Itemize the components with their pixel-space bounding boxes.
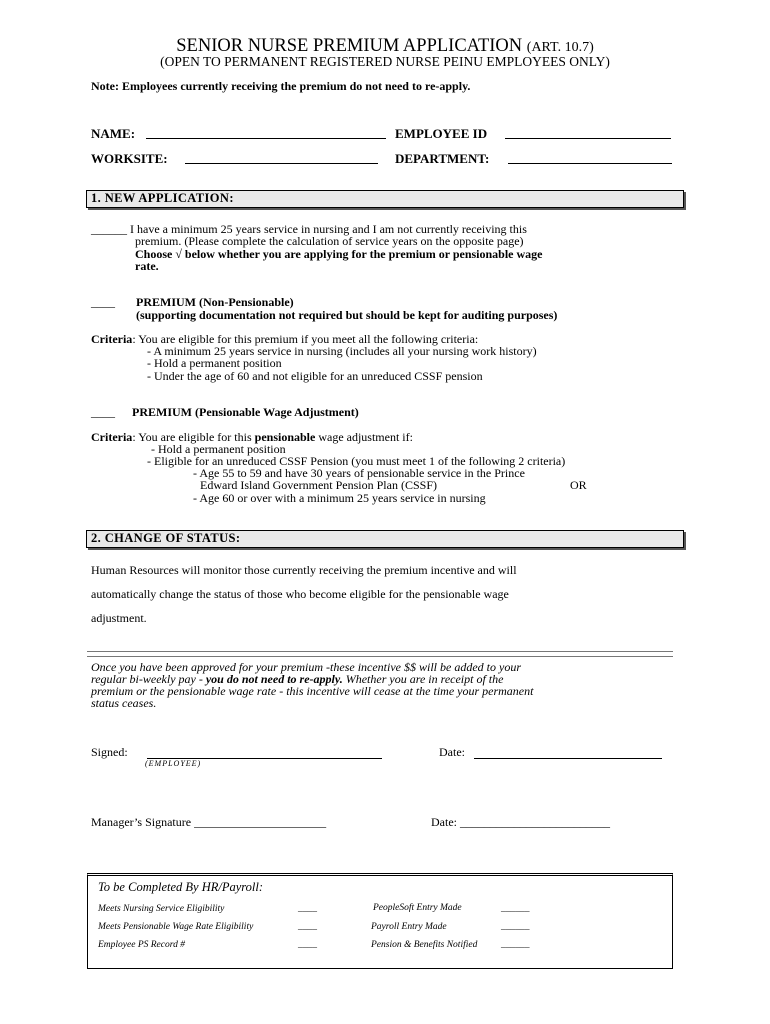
criteria2-sub-1b: Edward Island Government Pension Plan (CSSF)	[200, 478, 437, 492]
worksite-input[interactable]	[185, 149, 378, 164]
criteria1-item: - Under the age of 60 and not eligible for an unreduced CSSF pension	[147, 369, 483, 383]
hr-box-title: To be Completed By HR/Payroll:	[98, 880, 264, 894]
approval-line-1: Once you have been approved for your premium -these incentive $$ will be added to your	[91, 660, 521, 674]
name-label: NAME:	[91, 126, 136, 141]
hr-payroll-box	[87, 873, 673, 969]
criteria2: Criteria: You are eligible for this pensionable wage adjustment if:	[91, 430, 413, 444]
divider	[87, 651, 673, 657]
worksite-label: WORKSITE:	[91, 151, 168, 166]
employee-caption: (EMPLOYEE)	[145, 759, 202, 768]
new-application-checkbox-line[interactable]: ______ I have a minimum 25 years service in nursing and I am not currently receiving this	[91, 222, 527, 236]
section-2-heading: 2. CHANGE OF STATUS:	[86, 530, 684, 548]
hr-row-right: Payroll Entry Made	[371, 922, 447, 932]
hr-row-right-blank[interactable]: ______	[501, 940, 530, 950]
manager-signature-line[interactable]: Manager’s Signature ______________________	[91, 815, 327, 829]
hr-row-right-blank[interactable]: ______	[501, 922, 530, 932]
employee-id-label: EMPLOYEE ID	[395, 126, 488, 141]
criteria2-sub-2: - Age 60 or over with a minimum 25 years service in nursing	[193, 491, 486, 505]
note: Note: Employees currently receiving the premium do not need to re-apply.	[91, 79, 471, 93]
hr-row-left-blank[interactable]: ____	[298, 904, 317, 914]
hr-row-left: Meets Pensionable Wage Rate Eligibility	[98, 922, 254, 932]
department-label: DEPARTMENT:	[395, 151, 490, 166]
option2-title: PREMIUM (Pensionable Wage Adjustment)	[132, 405, 359, 419]
date-label: Date:	[439, 745, 465, 759]
hr-row-left: Meets Nursing Service Eligibility	[98, 904, 225, 914]
hr-row-left: Employee PS Record #	[98, 940, 185, 950]
option1-title: PREMIUM (Non-Pensionable)	[136, 295, 294, 309]
date-field[interactable]	[474, 746, 662, 759]
status-line-1: Human Resources will monitor those currently receiving the premium incentive and will	[91, 563, 517, 577]
criteria2-item-2: - Eligible for an unreduced CSSF Pension (you must meet 1 of the following 2 criteria)	[147, 454, 566, 468]
employee-id-input[interactable]	[505, 124, 671, 139]
approval-line-2: regular bi-weekly pay - you do not need to re-apply. Whether you are in receipt of the	[91, 672, 504, 686]
name-input[interactable]	[146, 124, 386, 139]
manager-date-line[interactable]: Date: _________________________	[431, 815, 610, 829]
criteria2-or: OR	[570, 478, 587, 492]
criteria2-item-1: - Hold a permanent position	[151, 442, 286, 456]
option1-sub: (supporting documentation not required but should be kept for auditing purposes)	[136, 308, 558, 322]
intro-line-2: premium. (Please complete the calculation of service years on the opposite page)	[135, 234, 524, 248]
form-title: SENIOR NURSE PREMIUM APPLICATION	[176, 36, 523, 56]
article-ref: (ART. 10.7)	[526, 40, 594, 55]
hr-row-left-blank[interactable]: ____	[298, 922, 317, 932]
status-line-2: automatically change the status of those who become eligible for the pensionable wage	[91, 587, 509, 601]
approval-line-4: status ceases.	[91, 696, 157, 710]
employee-signature-field[interactable]	[147, 746, 382, 759]
criteria1-item: - Hold a permanent position	[147, 356, 282, 370]
criteria1-item: - A minimum 25 years service in nursing (includes all your nursing work history)	[147, 344, 537, 358]
subtitle: (OPEN TO PERMANENT REGISTERED NURSE PEINU EMPLOYEES ONLY)	[160, 54, 610, 69]
department-input[interactable]	[508, 149, 672, 164]
signed-label: Signed:	[91, 745, 128, 759]
section-1-heading: 1. NEW APPLICATION:	[86, 190, 684, 208]
option2-blank[interactable]: ____	[91, 405, 115, 419]
hr-row-right: PeopleSoft Entry Made	[373, 903, 462, 913]
hr-row-right-blank[interactable]: ______	[501, 904, 530, 914]
hr-row-left-blank[interactable]: ____	[298, 940, 317, 950]
intro-line-3: Choose √ below whether you are applying for the premium or pensionable wage	[135, 247, 543, 261]
option1-blank[interactable]: ____	[91, 295, 115, 309]
criteria2-sub-1a: - Age 55 to 59 and have 30 years of pensionable service in the Prince	[193, 466, 525, 480]
intro-line-4: rate.	[135, 259, 159, 273]
hr-row-right: Pension & Benefits Notified	[371, 940, 478, 950]
approval-line-3: premium or the pensionable wage rate - this incentive will cease at the time your permanent	[91, 684, 534, 698]
criteria1: Criteria: You are eligible for this premium if you meet all the following criteria:	[91, 332, 479, 346]
status-line-3: adjustment.	[91, 611, 147, 625]
